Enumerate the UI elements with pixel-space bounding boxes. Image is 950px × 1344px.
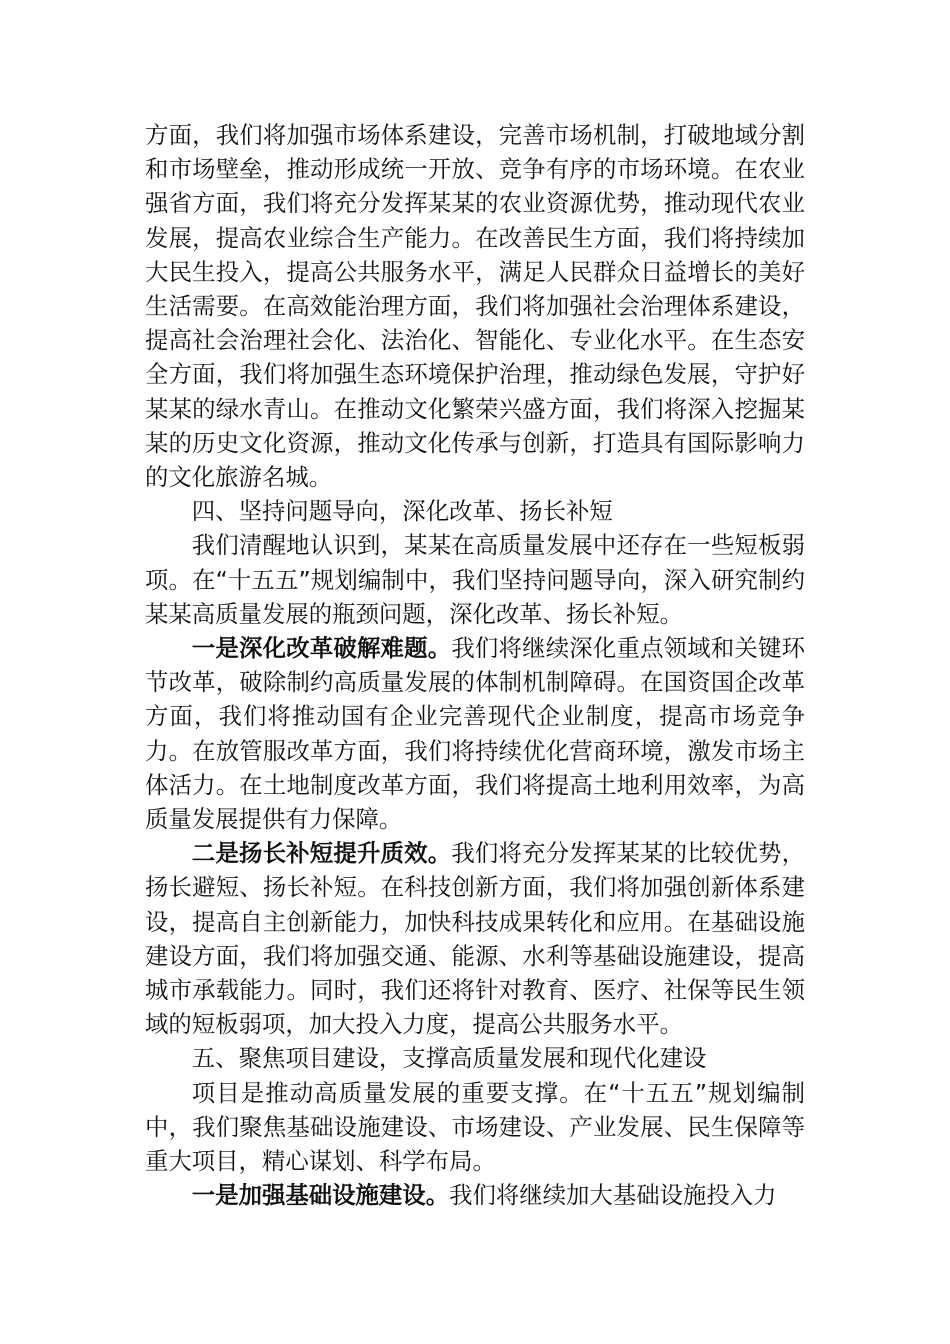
point-lead-text: 一是加强基础设施建设。 bbox=[191, 1181, 450, 1210]
paragraph-section-5-intro: 项目是推动高质量发展的重要支撑。在“十五五”规划编制中，我们聚焦基础设施建设、市场建设、产业发展、民生保障等重大项目，精心谋划、科学布局。 bbox=[145, 1078, 805, 1176]
paragraph-section-4-point-2 bbox=[145, 836, 805, 1041]
section-heading-5: 五、聚焦项目建设，支撑高质量发展和现代化建设 bbox=[191, 1044, 707, 1073]
point-body-text: 我们将充分发挥某某的比较优势，扬长避短、扬长补短。在科技创新方面，我们将加强创新体系建设，提高自主创新能力，加快科技成果转化和应用。在基础设施建设方面，我们将加强交通、能源、水利等基础设施建设，提高城市承载能力。同时，我们还将针对教育、医疗、社保等民生领域的短板弱项，加大投入力度，提高公共服务水平。 bbox=[145, 839, 806, 1039]
paragraph-continuation: 方面，我们将加强市场体系建设，完善市场机制，打破地域分割和市场壁垒，推动形成统一开放、竞争有序的市场环境。在农业强省方面，我们将充分发挥某某的农业资源优势，推动现代农业发展，提高农业综合生产能力。在改善民生方面，我们将持续加大民生投入，提高公共服务水平，满足人民群众日益增长的美好生活需要。在高效能治理方面，我们将加强社会治理体系建设，提高社会治理社会化、法治化、智能化、专业化水平。在生态安全方面，我们将加强生态环境保护治理，推动绿色发展，守护好某某的绿水青山。在推动文化繁荣兴盛方面，我们将深入挖掘某某的历史文化资源，推动文化传承与创新，打造具有国际影响力的文化旅游名城。 bbox=[145, 121, 805, 492]
point-body-text: 我们将继续加大基础设施投入力 bbox=[449, 1181, 777, 1210]
paragraph-section-4-point-1 bbox=[145, 631, 805, 836]
section-heading-4: 四、坚持问题导向，深化改革、扬长补短 bbox=[191, 497, 613, 526]
paragraph-section-4-intro: 我们清醒地认识到，某某在高质量发展中还存在一些短板弱项。在“十五五”规划编制中，我们坚持问题导向，深入研究制约某某高质量发展的瓶颈问题，深化改革、扬长补短。 bbox=[145, 531, 805, 628]
document-page bbox=[145, 118, 805, 1213]
point-lead-text: 二是扬长补短提升质效。 bbox=[191, 839, 452, 868]
paragraph-section-5-point-1 bbox=[145, 1178, 805, 1212]
point-lead-text: 一是深化改革破解难题。 bbox=[191, 634, 452, 663]
point-body-text: 我们将继续深化重点领域和关键环节改革，破除制约高质量发展的体制机制障碍。在国资国企改革方面，我们将推动国有企业完善现代企业制度，提高市场竞争力。在放管服改革方面，我们将持续优化营商环境，激发市场主体活力。在土地制度改革方面，我们将提高土地利用效率，为高质量发展提供有力保障。 bbox=[145, 634, 806, 834]
